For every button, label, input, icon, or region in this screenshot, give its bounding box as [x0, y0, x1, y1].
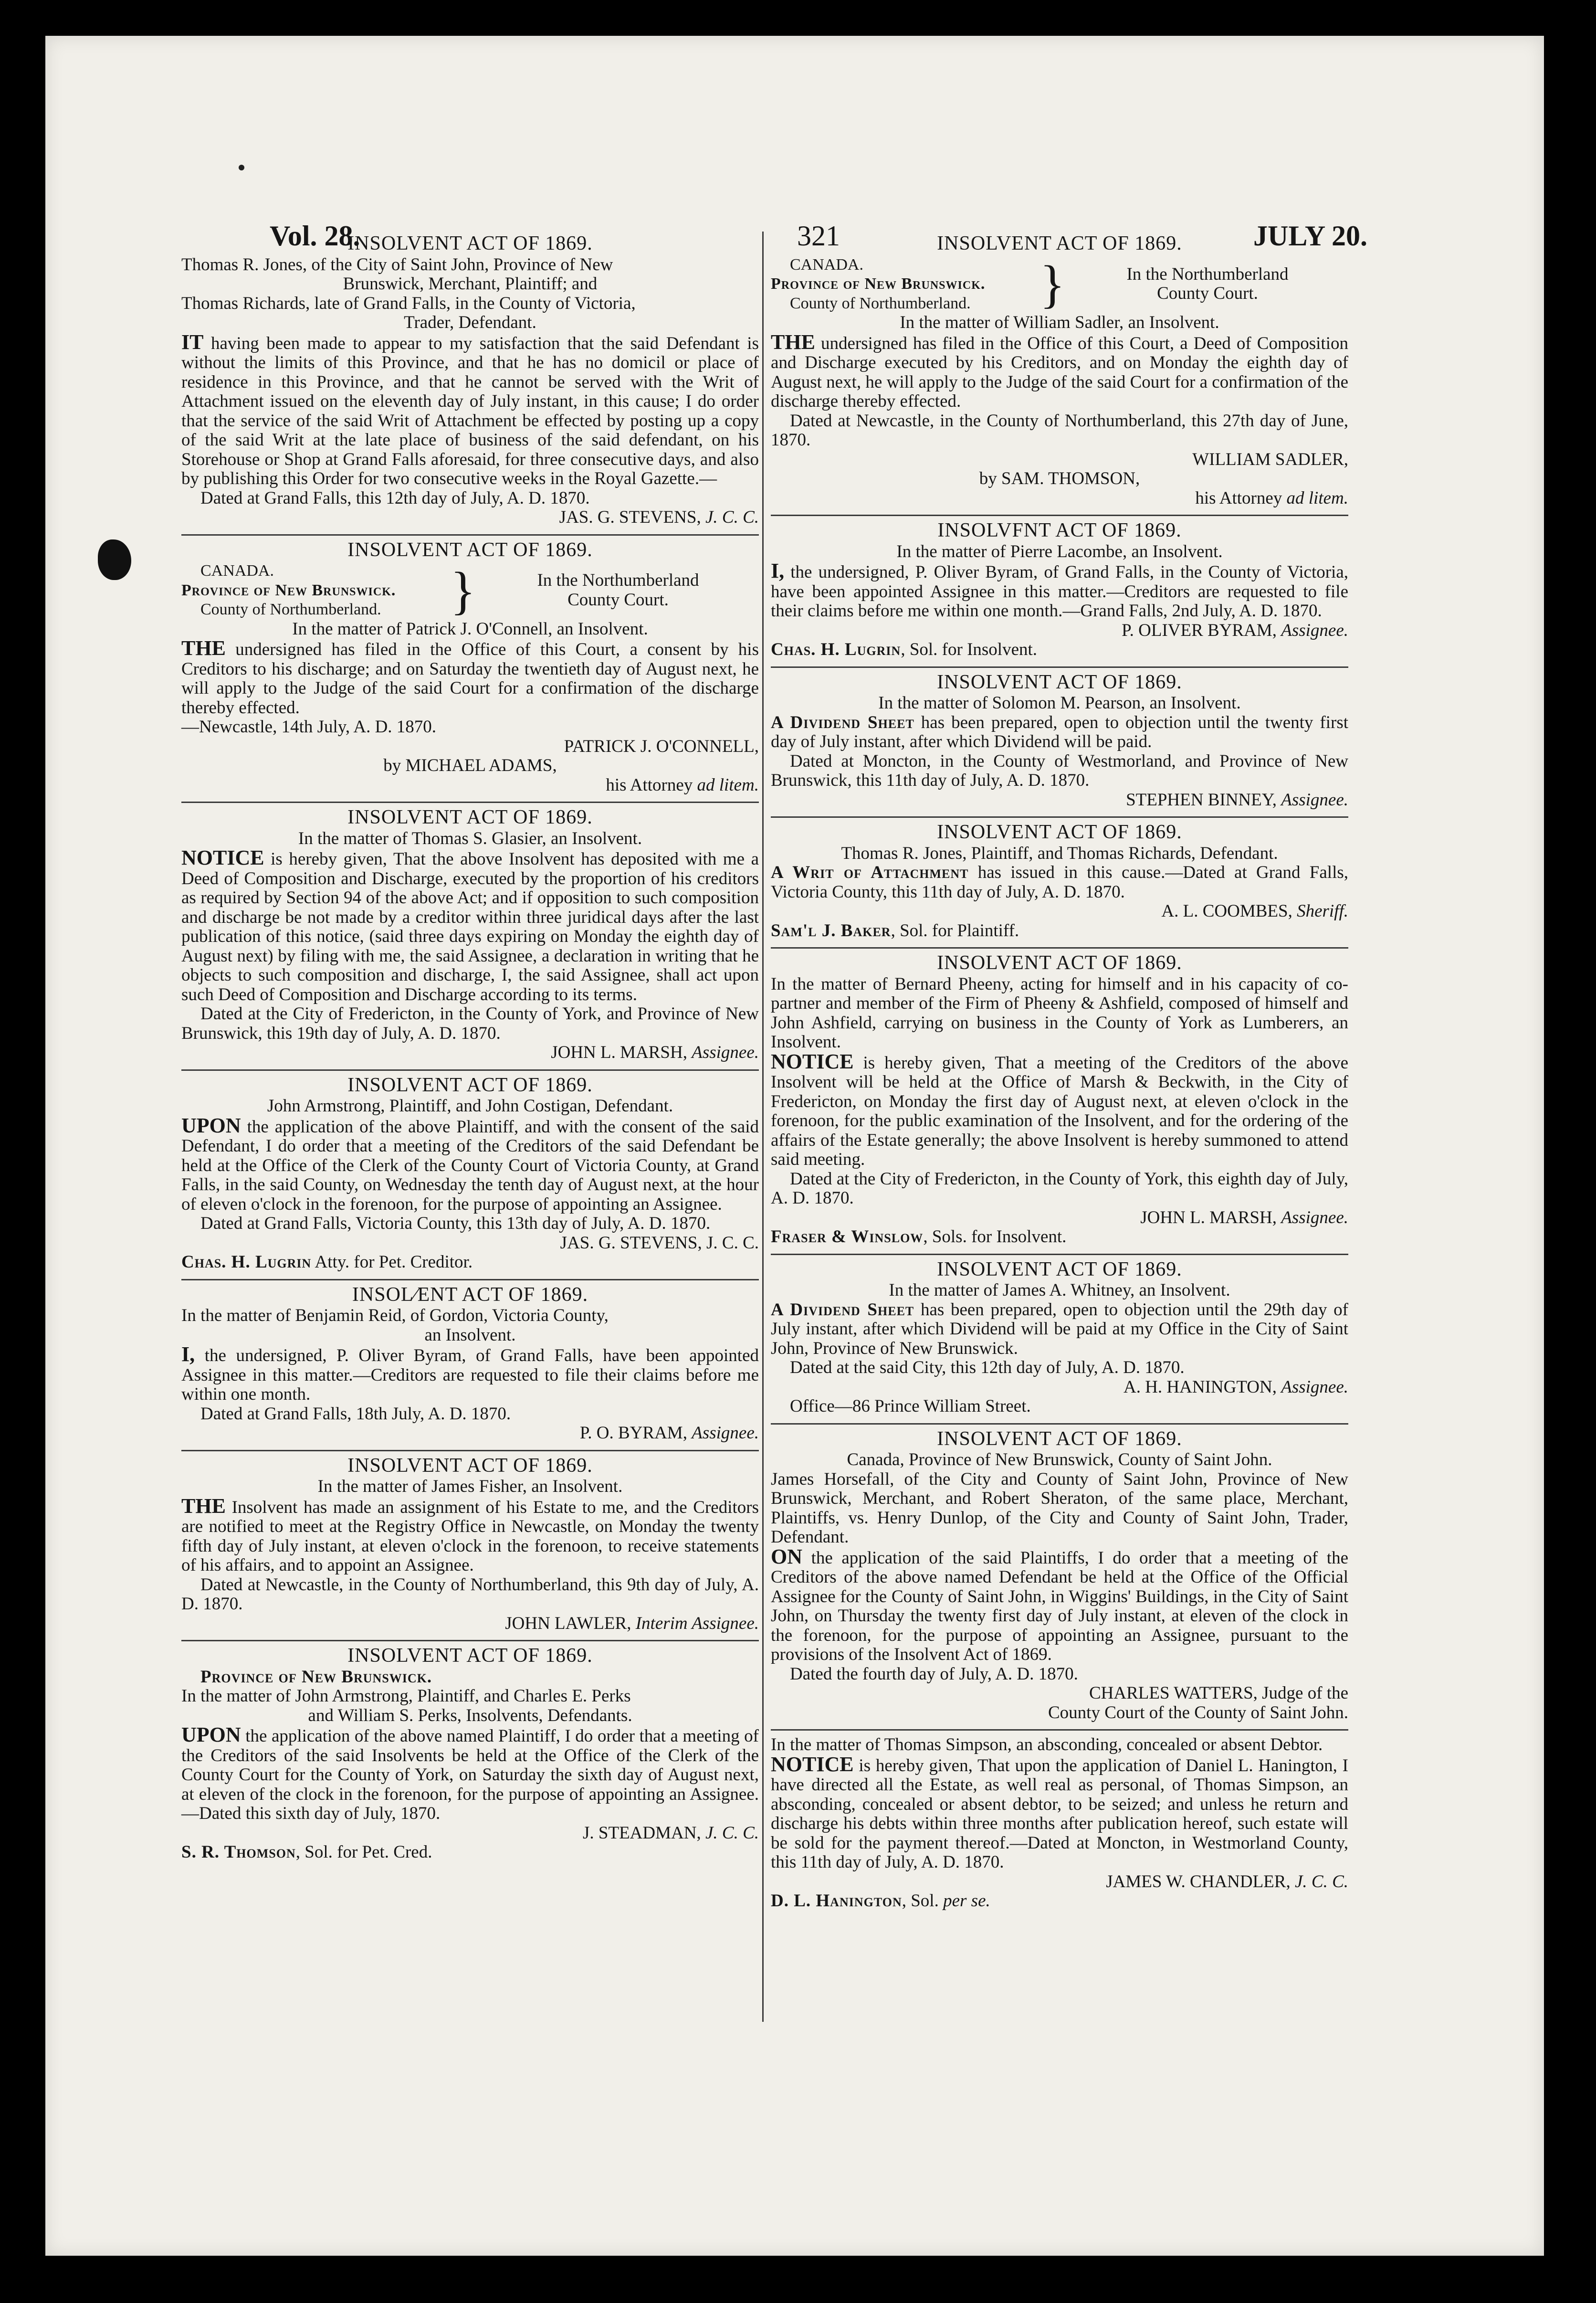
notice-simpson — [771, 1731, 1348, 1918]
notice-body: ON the application of the said Plaintiffs, I do order that a meeting of the Creditors of the above named Defendant be held at the Office of the Official Assignee for the County of Saint John, in Wiggins' Buildings, in the City of Saint John, on Thursday the twenty first day of July instant, at eleven of the clock in the forenoon, for the purpose of appointing an Assignee, pursuant to the provisions of the Insolvent Act of 1869. — [771, 1544, 1348, 1664]
matter-line: In the matter of Bernard Pheeny, acting for himself and in his capacity of co-partner and member of the Firm of Pheeny & Ashfield, composed of himself and John Ashfield, carrying on business in the County of York as Lumberers, an Insolvent. — [771, 974, 1348, 1052]
notice-title: INSOLVENT ACT OF 1869. — [347, 1454, 593, 1477]
left-column — [181, 229, 759, 1869]
dated-line: Dated at the City of Fredericton, in the County of York, and Province of New Brunswick, this 19th day of July, A. D. 1870. — [181, 1004, 759, 1043]
notice-title: INSOLVENT ACT OF 1869. — [347, 232, 593, 254]
notice-title: INSOLVENT ACT OF 1869. — [937, 1427, 1182, 1450]
ink-blot — [98, 539, 131, 580]
notice-pheeny — [771, 949, 1348, 1255]
solicitor-line: Chas. H. Lugrin, Sol. for Insolvent. — [771, 640, 1038, 659]
solicitor-line: D. L. Hanington, Sol. per se. — [771, 1891, 990, 1911]
signature: his Attorney ad litem. — [606, 775, 759, 795]
column-divider — [762, 232, 764, 2022]
notice-armstrong-costigan — [181, 1071, 759, 1280]
notice-body: NOTICE is hereby given, That the above Insolvent has deposited with me a Deed of Composition and Discharge, executed by the proportion of his creditors as required by Section 94 of the above Act; and if opposition to such composition and discharge be not made by a creditor within three juridical days after the last publication of this notice, (said three days expiring on Monday the eighth day of August next) by filing with me, the said Assignee, a declaration in writing that he objects to such composition and discharge, I, the said Assignee, shall act upon such Deed of Composition and Discharge according to its terms. — [181, 846, 759, 1004]
signature: A. H. HANINGTON, Assignee. — [1123, 1377, 1348, 1397]
dated-line: Dated at Grand Falls, this 12th day of July, A. D. 1870. — [200, 488, 590, 508]
notice-horsefall-dunlop — [771, 1425, 1348, 1731]
matter-line: an Insolvent. — [424, 1325, 516, 1345]
signature: STEPHEN BINNEY, Assignee. — [1126, 790, 1348, 810]
notice-glasier — [181, 803, 759, 1071]
notice-body: A Dividend Sheet has been prepared, open to objection until the 29th day of July instant, after which Dividend will be paid at my Office in the City of Saint John, Province of New Brunswick. — [771, 1299, 1348, 1358]
matter-line: In the matter of James A. Whitney, an Insolvent. — [889, 1280, 1230, 1300]
notice-fisher — [181, 1451, 759, 1642]
signature: County Court of the County of Saint John. — [1048, 1702, 1348, 1722]
notice-reid — [181, 1280, 759, 1451]
signature: JAMES W. CHANDLER, J. C. C. — [1106, 1871, 1348, 1891]
volume-number: Vol. 28. — [270, 220, 360, 252]
signature: J. STEADMAN, J. C. C. — [583, 1823, 759, 1843]
signature: JAS. G. STEVENS, J. C. C. — [560, 1233, 759, 1253]
notice-body: A Dividend Sheet has been prepared, open to objection until the twenty first day of July instant, after which Dividend will be paid. — [771, 712, 1348, 751]
party-line: Thomas R. Jones, of the City of Saint John, Province of New — [181, 254, 613, 275]
solicitor-line: Sam'l J. Baker, Sol. for Plaintiff. — [771, 920, 1019, 940]
parties-line: James Horsefall, of the City and County of Saint John, Province of New Brunswick, Merchant, and Robert Sheraton, of the same place, Merchant, Plaintiffs, vs. Henry Dunlop, of the City and County of Saint John, Trader, Defendant. — [771, 1469, 1348, 1547]
notice-body: NOTICE is hereby given, That upon the application of Daniel L. Hanington, I have directed all the Estate, as well real as personal, of Thomas Simpson, an absconding, concealed or absent debtor, to be seized; and unless he return and discharge his debts within three months after publication hereof, such estate will be sold for the payment thereof.—Dated at Moncton, in Westmorland County, this 11th day of July, A. D. 1870. — [771, 1752, 1348, 1872]
notice-title: INSOLVENT ACT OF 1869. — [347, 806, 593, 828]
notice-title: INSOLVENT ACT OF 1869. — [937, 232, 1182, 254]
matter-line: In the matter of Thomas Simpson, an absconding, concealed or absent Debtor. — [771, 1735, 1323, 1754]
ink-dot — [239, 165, 244, 170]
signature: WILLIAM SADLER, — [1192, 449, 1348, 469]
court-heading: CANADA. Province of New Brunswick. County of Northumberland. } In the Northumberland County Court. — [771, 255, 1289, 314]
signature: JOHN L. MARSH, Assignee. — [551, 1043, 759, 1062]
place-line: Canada, Province of New Brunswick, County of Saint John. — [847, 1450, 1272, 1469]
parties-line: John Armstrong, Plaintiff, and John Costigan, Defendant. — [267, 1096, 673, 1116]
dated-line: Dated at Moncton, in the County of Westmorland, and Province of New Brunswick, this 11th day of July, A. D. 1870. — [771, 751, 1348, 790]
notice-writ-jones — [771, 818, 1348, 949]
lead-word: IT — [181, 330, 204, 354]
dated-line: Dated at Newcastle, in the County of Northumberland, this 9th day of July, A. D. 1870. — [181, 1574, 759, 1614]
notice-sadler — [771, 229, 1348, 516]
notice-title: INSOLVENT ACT OF 1869. — [937, 952, 1182, 974]
notice-title: INSOLVENT ACT OF 1869. — [347, 1074, 593, 1096]
brace: } — [450, 561, 476, 620]
notice-title: INSOLVENT ACT OF 1869. — [937, 671, 1182, 693]
matter-line: In the matter of William Sadler, an Insolvent. — [900, 313, 1219, 332]
notice-armstrong-perks — [181, 1641, 759, 1869]
notice-whitney — [771, 1255, 1348, 1425]
court-heading: CANADA. Province of New Brunswick. County of Northumberland. } In the Northumberland County Court. — [181, 561, 699, 620]
dated-line: —Newcastle, 14th July, A. D. 1870. — [181, 717, 437, 737]
dated-line: Dated the fourth day of July, A. D. 1870. — [790, 1664, 1078, 1684]
notice-body: THE undersigned has filed in the Office of this Court, a Deed of Composition and Discharge executed by his Creditors, and on Monday the eighth day of August next, he will apply to the Judge of the said Court for a confirmation of the discharge thereby effected. — [771, 330, 1348, 411]
notice-title: INSOLVENT ACT OF 1869. — [937, 821, 1182, 843]
notice-body: UPON the application of the above Plaintiff, and with the consent of the said Defendant, I do order that a meeting of the Creditors of the said Defendant be held at the Office of the Clerk of the County Court of Victoria County, at Grand Falls, in the said County, on Wednesday the tenth day of August next, at the hour of eleven o'clock in the forenoon, for the purpose of appointing an Assignee. — [181, 1113, 759, 1214]
page-number: 321 — [797, 220, 840, 252]
signature: JOHN LAWLER, Interim Assignee. — [505, 1613, 759, 1633]
notice-body: A Writ of Attachment has issued in this cause.—Dated at Grand Falls, Victoria County, this 11th day of July, A. D. 1870. — [771, 863, 1349, 902]
matter-line: In the matter of John Armstrong, Plaintiff, and Charles E. Perks — [181, 1686, 631, 1706]
signature: by SAM. THOMSON, — [979, 469, 1140, 488]
dated-line: Dated at the City of Fredericton, in the County of York, this eighth day of July, A. D. 1870. — [771, 1169, 1348, 1208]
right-column — [771, 229, 1348, 1918]
province-line: Province of New Brunswick. — [200, 1667, 432, 1687]
issue-date: JULY 20. — [1253, 220, 1367, 252]
notice-body: THE undersigned has filed in the Office of this Court, a consent by his Creditors to his discharge; and on Saturday the twentieth day of August next, he will apply to the Judge of the said Court for a confirmation of the discharge thereby effected. — [181, 636, 759, 718]
notice-jones-richards — [181, 229, 759, 536]
matter-line: In the matter of Patrick J. O'Connell, an Insolvent. — [292, 619, 648, 639]
party-line: Trader, Defendant. — [404, 313, 536, 332]
attorney-line: Chas. H. Lugrin Atty. for Pet. Creditor. — [181, 1252, 473, 1272]
notice-title: INSOLVENT ACT OF 1869. — [347, 1645, 593, 1667]
matter-line: In the matter of Benjamin Reid, of Gordon, Victoria County, — [181, 1306, 609, 1325]
signature: JAS. G. STEVENS, J. C. C. — [559, 507, 759, 527]
notice-title: INSOLVFNT ACT OF 1869. — [937, 519, 1182, 541]
matter-line: In the matter of Thomas S. Glasier, an Insolvent. — [298, 828, 642, 848]
signature: P. OLIVER BYRAM, Assignee. — [1122, 620, 1348, 640]
signature: by MICHAEL ADAMS, — [383, 756, 557, 775]
solicitor-line: S. R. Thomson, Sol. for Pet. Cred. — [181, 1842, 432, 1862]
signature: A. L. COOMBES, Sheriff. — [1161, 901, 1348, 921]
office-line: Office—86 Prince William Street. — [790, 1396, 1031, 1416]
notice-body: NOTICE is hereby given, That a meeting of the Creditors of the above Insolvent will be held at the Office of Marsh & Beckwith, in the City of Fredericton, on Monday the first day of August next, at eleven o'clock in the forenoon, for the public examination of the Insolvent, and for the ordering of the affairs of the Estate generally; the above Insolvent is hereby summoned to attend said meeting. — [771, 1049, 1348, 1169]
notice-title: INSOL⁄ENT ACT OF 1869. — [352, 1283, 588, 1306]
notice-title: INSOLVENT ACT OF 1869. — [937, 1258, 1182, 1280]
notice-body: THE Insolvent has made an assignment of his Estate to me, and the Creditors are notified to meet at the Registry Office in Newcastle, on Monday the twenty fifth day of July instant, at eleven o'clock in the forenoon, to receive statements of his affairs, and to appoint an Assignee. — [181, 1494, 759, 1575]
parties-line: Thomas R. Jones, Plaintiff, and Thomas Richards, Defendant. — [841, 843, 1278, 863]
matter-line: In the matter of Solomon M. Pearson, an Insolvent. — [878, 693, 1241, 713]
matter-line: In the matter of Pierre Lacombe, an Insolvent. — [896, 541, 1223, 561]
solicitor-line: Fraser & Winslow, Sols. for Insolvent. — [771, 1227, 1067, 1247]
signature: JOHN L. MARSH, Assignee. — [1140, 1207, 1348, 1227]
signature: his Attorney ad litem. — [1195, 488, 1348, 508]
notice-body: UPON the application of the above named Plaintiff, I do order that a meeting of the Creditors of the said Insolvents be held at the Office of the Clerk of the County Court for the County of York, on Saturday the sixth day of August next, at eleven of the clock in the forenoon, for the purpose of appointing an Assignee.—Dated this sixth day of July, 1870. — [181, 1723, 759, 1823]
notice-title: INSOLVENT ACT OF 1869. — [347, 539, 593, 561]
matter-line: In the matter of James Fisher, an Insolvent. — [317, 1477, 623, 1496]
signature: P. O. BYRAM, Assignee. — [579, 1423, 759, 1443]
signature: PATRICK J. O'CONNELL, — [564, 736, 759, 756]
signature: CHARLES WATTERS, Judge of the — [1089, 1683, 1348, 1703]
notice-pearson — [771, 668, 1348, 818]
dated-line: Dated at the said City, this 12th day of July, A. D. 1870. — [790, 1358, 1185, 1377]
notice-lacombe — [771, 516, 1348, 668]
party-line: Brunswick, Merchant, Plaintiff; and — [343, 274, 598, 294]
dated-line: Dated at Newcastle, in the County of Northumberland, this 27th day of June, 1870. — [771, 411, 1348, 450]
dated-line: Dated at Grand Falls, 18th July, A. D. 1870. — [200, 1404, 511, 1424]
matter-line: and William S. Perks, Insolvents, Defendants. — [308, 1705, 632, 1725]
notice-body: I, the undersigned, P. Oliver Byram, of Grand Falls, have been appointed Assignee in this matter.—Creditors are requested to file their claims before me within one month. — [181, 1342, 759, 1404]
notice-body: I, the undersigned, P. Oliver Byram, of Grand Falls, in the County of Victoria, have been appointed Assignee in this matter.—Creditors are requested to file their claims before me within one month.—Grand Falls, 2nd July, A. D. 1870. — [771, 559, 1348, 621]
notice-body: IT having been made to appear to my satisfaction that the said Defendant is without the limits of this Province, and that he has no domicil or place of residence in this Province, and that he cannot be served with the Writ of Attachment issued on the eleventh day of July instant, in this cause; I do order that the service of the said Writ of Attachment be effected by posting up a copy of the said Writ at the late place of business of the said defendant, on his Storehouse or Shop at Grand Falls aforesaid, for three consecutive days, and also by publishing this Order for two consecutive weeks in the Royal Gazette.— — [181, 330, 759, 488]
dated-line: Dated at Grand Falls, Victoria County, this 13th day of July, A. D. 1870. — [200, 1214, 711, 1233]
party-line: Thomas Richards, late of Grand Falls, in the County of Victoria, — [181, 293, 636, 313]
brace: } — [1040, 255, 1065, 314]
notice-oconnell — [181, 536, 759, 803]
